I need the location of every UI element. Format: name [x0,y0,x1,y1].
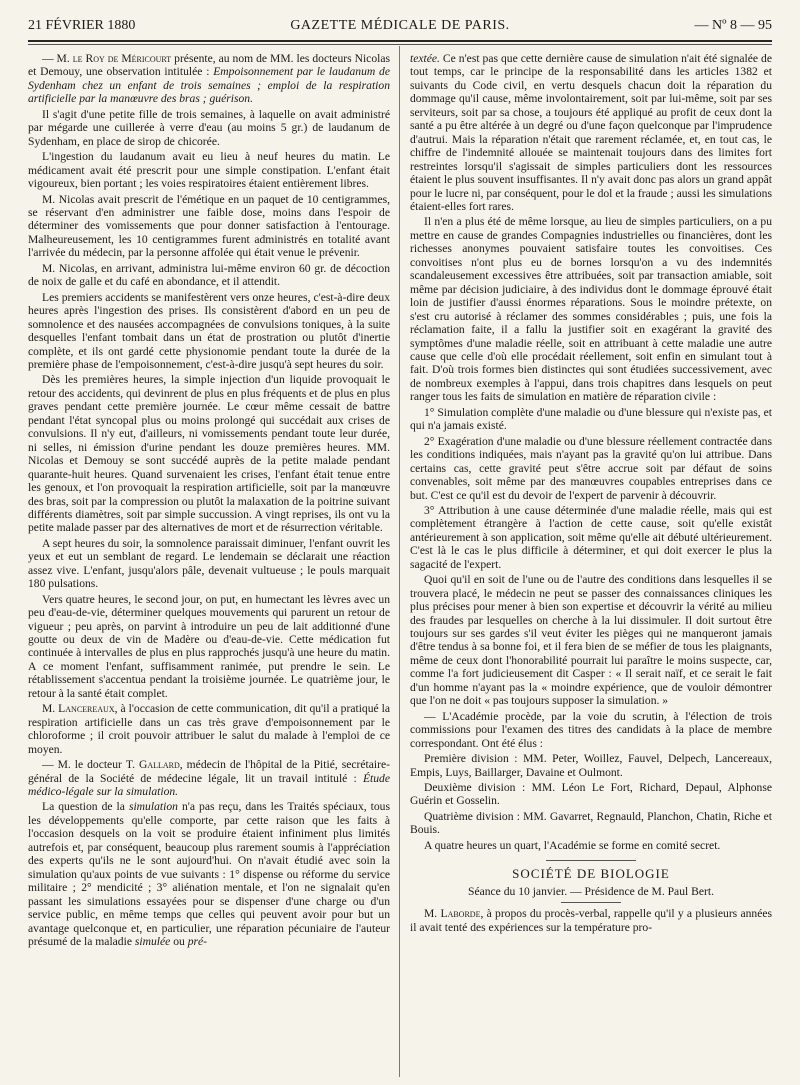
paragraph: M. Laborde, à propos du procès-verbal, rappelle qu'il y a plusieurs années il avait tenté des expériences sur la température pro- [410,907,772,934]
paragraph: textée. Ce n'est pas que cette dernière cause de simulation n'ait été signalée de tout temps, car le principe de la responsabilité dans les articles 1382 et suivants du Code civil, en vertu desquels chacun doit la réparation du dommage qu'il cause, même involontairement, soit par lui-même, soit par ses serviteurs, soit par sa chose, a toujours été appliqué au profit de ceux dont la santé a pu être altérée à un degré ou d'une façon quelconque par l'imprudence d'autrui. Mais la réparation n'était que rarement réclamée, et, en tout cas, le chiffre de l'indemnité allouée se maintenait toujours dans des limites fort restreintes lorsqu'il s'agissait de simples particuliers dont les ressources étaient le plus souvent insuffisantes. Il n'y avait donc pas alors un grand appât pour le lucre ni, par conséquent, pour le dol et la fraude ; aussi les simulations étaient-elles fort rares. [410,52,772,213]
issue-date: 21 FÉVRIER 1880 [28,18,136,33]
paragraph: M. Lancereaux, à l'occasion de cette communication, dit qu'il a pratiqué la respiration artificielle dans un cas très grave d'empoisonnement par le chloroforme ; il croit pouvoir attribuer le salut du malade à l'emploi de ce moyen. [28,702,390,756]
paragraph: A sept heures du soir, la somnolence paraissait diminuer, l'enfant ouvrit les yeux et eut un semblant de regard. Le lendemain se déclarait une réaction assez vive. L'enfant, jusqu'alors pâle, devenait vultueuse ; le pouls marquait 180 pulsations. [28,536,390,591]
paragraph: Vers quatre heures, le second jour, on put, en humectant les lèvres avec un peu d'eau-de-vie, déterminer quelques mouvements qui parurent un retour de vigueur ; peu après, on parvint à introduire un peu de lait additionné d'une goutte ou deux de vin de Madère ou d'eau-de-vie. Cette médication fut continuée à intervalles de plus en plus rapprochés jusqu'à une heure du matin. A ce moment l'enfant, suffisamment ranimée, put prendre le sein. Le rétablissement s'accentua pendant la troisième journée. Le quatrième jour, le retour à la santé était complet. [28,592,390,700]
article-columns [28,46,772,1077]
paragraph: 1° Simulation complète d'une maladie ou d'une blessure qui n'existe pas, et qui n'a jamais existé. [410,405,772,433]
column-divider [399,46,400,1077]
journal-title: GAZETTE MÉDICALE DE PARIS. [290,18,510,33]
paragraph: Première division : MM. Peter, Woillez, Fauvel, Delpech, Lancereaux, Empis, Luys, Baillarger, Davaine et Oulmont. [410,752,772,779]
header-rule-thin [28,44,772,45]
paragraph: Les premiers accidents se manifestèrent vers onze heures, c'est-à-dire deux heures après l'ingestion des prises. Ils consistèrent d'abord en un peu de somnolence et des nausées accompagnées de convulsions toniques, à la suite desquelles l'enfant tombait dans un état de prostration ou plutôt d'inertie complète, et ils ont gardé cette physionomie pendant toute la durée de la première phase de l'empoisonnement, c'est-à-dire jusqu'à sept heures du soir. [28,290,390,371]
paragraph: A quatre heures un quart, l'Académie se forme en comité secret. [424,838,721,852]
paragraph: Il n'en a plus été de même lorsque, au lieu de simples particuliers, on a pu mettre en cause de grandes Compagnies industrielles ou financières, dont les richesses anonymes pouvaient satisfaire toutes les convoitises. Ces convoitises n'ont plus eu de bornes lorsqu'on a vu des indemnités scandaleusement excessives être attribuées, soit par transaction amiable, soit même par décision judiciaire, à des individus dont le dommage éprouvé était loin de justifier d'aussi énormes réparations. Sous le moindre prétexte, on s'est cru autorisé à réclamer des sommes considérables ; puis, une fois la réclamation faite, il a fallu la justifier soit en exagérant la gravité des symptômes d'une maladie réelle, soit en attribuant à cette maladie une autre cause que celle d'où elle procédait réellement, soit enfin en simulant tout à fait. D'où trois formes bien distinctes qui sont étudiées successivement, avec de nombreux exemples à l'appui, dans trois chapitres dans lesquels on peut ranger tous les faits de simulation en matière de réparation civile : [410,215,772,404]
left-column [28,52,390,1077]
paragraph: 2° Exagération d'une maladie ou d'une blessure réellement contractée dans les conditions indiquées, mais n'ayant pas la gravité qu'on lui attribue. Dans certains cas, cette gravité peut s'être accrue soit par défaut de soins convenables, soit même par des manœuvres coupables entreprises dans ce but. C'est ce qu'il est du devoir de l'expert de parvenir à découvrir. [410,434,772,502]
header-rule [28,40,772,42]
paragraph: Quoi qu'il en soit de l'une ou de l'autre des conditions dans lesquelles il se trouvera placé, le médecin ne peut se passer des connaissances cliniques les plus précises pour mener à bien son expertise et découvrir la vérité au milieu des fraudes par lesquelles on cherche à la lui dissimuler. Il doit surtout être toujours sur ses gardes s'il veut éviter les pièges qui ne manqueront jamais d'être tendus à sa bonne foi, et il fera bien de se méfier de tous les plaignants, même de ceux dont l'honorabilité pourrait lui paraître le moins suspecte, car, comme l'a fort judicieusement dit Casper : « Il serait naïf, et ce serait le fait d'un homme n'ayant pas la « moindre expérience, que de vouloir démontrer que l'on ne doit « pas toujours supposer la simulation. » [410,573,772,708]
section-subtitle: Séance du 10 janvier. — Présidence de M. Paul Bert. [468,884,714,898]
section-separator-small [561,902,621,903]
page-header [28,12,772,38]
section-title: SOCIÉTÉ DE BIOLOGIE [512,866,670,882]
section-separator [546,860,636,861]
paragraph: M. Nicolas, en arrivant, administra lui-même environ 60 gr. de décoction de noix de galle et du café en abondance, et il attendit. [28,261,390,289]
paragraph: — M. le Roy de Méricourt présente, au nom de MM. les docteurs Nicolas et Demouy, une observation intitulée : Empoisonnement par le laudanum de Sydenham chez un enfant de trois semaines ; emploi de la respiration artificielle par la manœuvre des bras ; guérison. [28,52,390,106]
paragraph: — M. le docteur T. Gallard, médecin de l'hôpital de la Pitié, secrétaire-général de la Société de médecine légale, lit un travail intitulé : Étude médico-légale sur la simulation. [28,758,390,799]
paragraph: M. Nicolas avait prescrit de l'émétique en un paquet de 10 centigrammes, se réservant d'en administrer une faible dose, moins dans l'espoir de déterminer des vomissements que pour donner satisfaction à l'entourage. Malheureusement, les 10 centigrammes furent administrés en totalité avant l'arrivée du médecin, par la personne affolée qui était venue le prévenir. [28,192,390,260]
newspaper-page [28,12,772,1077]
paragraph: Il s'agit d'une petite fille de trois semaines, à laquelle on avait administré par mégarde une cuillerée à verre d'eau (au moins 5 gr.) de laudanum de Sydenham, en place de sirop de chicorée. [28,107,390,148]
paragraph: Quatrième division : MM. Gavarret, Regnauld, Planchon, Chatin, Riche et Bouis. [410,809,772,837]
paragraph: La question de la simulation n'a pas reçu, dans les Traités spéciaux, tous les développements qu'elle comporte, par cette raison que les faits à l'occasion desquels on la voit se produire étaient infiniment plus limités autrefois et, par conséquent, beaucoup plus rarement soumis à l'appréciation des experts qu'ils ne le sont aujourd'hui. On n'avait étudié avec soin la simulation qu'aux points de vue suivants : 1° dispense ou réforme du service militaire ; 2° mendicité ; 3° aliénation mentale, et l'on ne signalait qu'en passant les simulations essayées pour se dispenser d'une charge ou d'un service public, en même temps que celles qui peuvent avoir pour but un avantage quelconque et, en particulier, une réparation pécuniaire de l'auteur présumé de la maladie simulée ou pré- [28,800,390,948]
paragraph: L'ingestion du laudanum avait eu lieu à neuf heures du matin. Le médicament avait été prescrit pour une simple constipation. L'enfant était vigoureux, bien portant ; les voies respiratoires étaient entièrement libres. [28,150,390,191]
paragraph: Dès les premières heures, la simple injection d'un liquide provoquait le retour des accidents, qui devinrent de plus en plus fréquents et de plus en plus graves pendant cette première journée. Le cœur même cessait de battre pendant l'état syncopal plus ou moins prolongé qui succédait aux crises de convulsions. Il n'y eut, d'ailleurs, ni vomissements pendant toute leur durée, ni selles, ni émission d'urine pendant les douze premières heures. MM. Nicolas et Demouy se sont succédé auprès de la petite malade pendant quarante-huit heures. Quand survenaient les crises, l'enfant était tenue entre les genoux, et l'on provoquait la respiration artificielle, soit par la manœuvre des bras, soit par la compression ou plutôt la malaxation de la poitrine suivant différents diamètres, soit par simple succussion. A vingt reprises, ils ont vu la petite malade passer par des alternatives de mort et de résurrection véritable. [28,373,390,535]
paragraph: 3° Attribution à une cause déterminée d'une maladie réelle, mais qui est complètement étrangère à l'action de cette cause, soit qu'elle existât antérieurement à son application, soit même qu'elle ait débuté ultérieurement. C'est là le cas le plus difficile à déterminer, et qui doit exercer le plus la sagacité de l'expert. [410,503,772,571]
paragraph: Deuxième division : MM. Léon Le Fort, Richard, Depaul, Alphonse Guérin et Gosselin. [410,781,772,808]
issue-number: — Nº 8 — 95 [694,18,772,33]
right-column [410,52,772,1077]
paragraph: — L'Académie procède, par la voie du scrutin, à l'élection de trois commissions pour l'examen des titres des candidats à la place de membre correspondant. Ont été élus : [410,709,772,750]
